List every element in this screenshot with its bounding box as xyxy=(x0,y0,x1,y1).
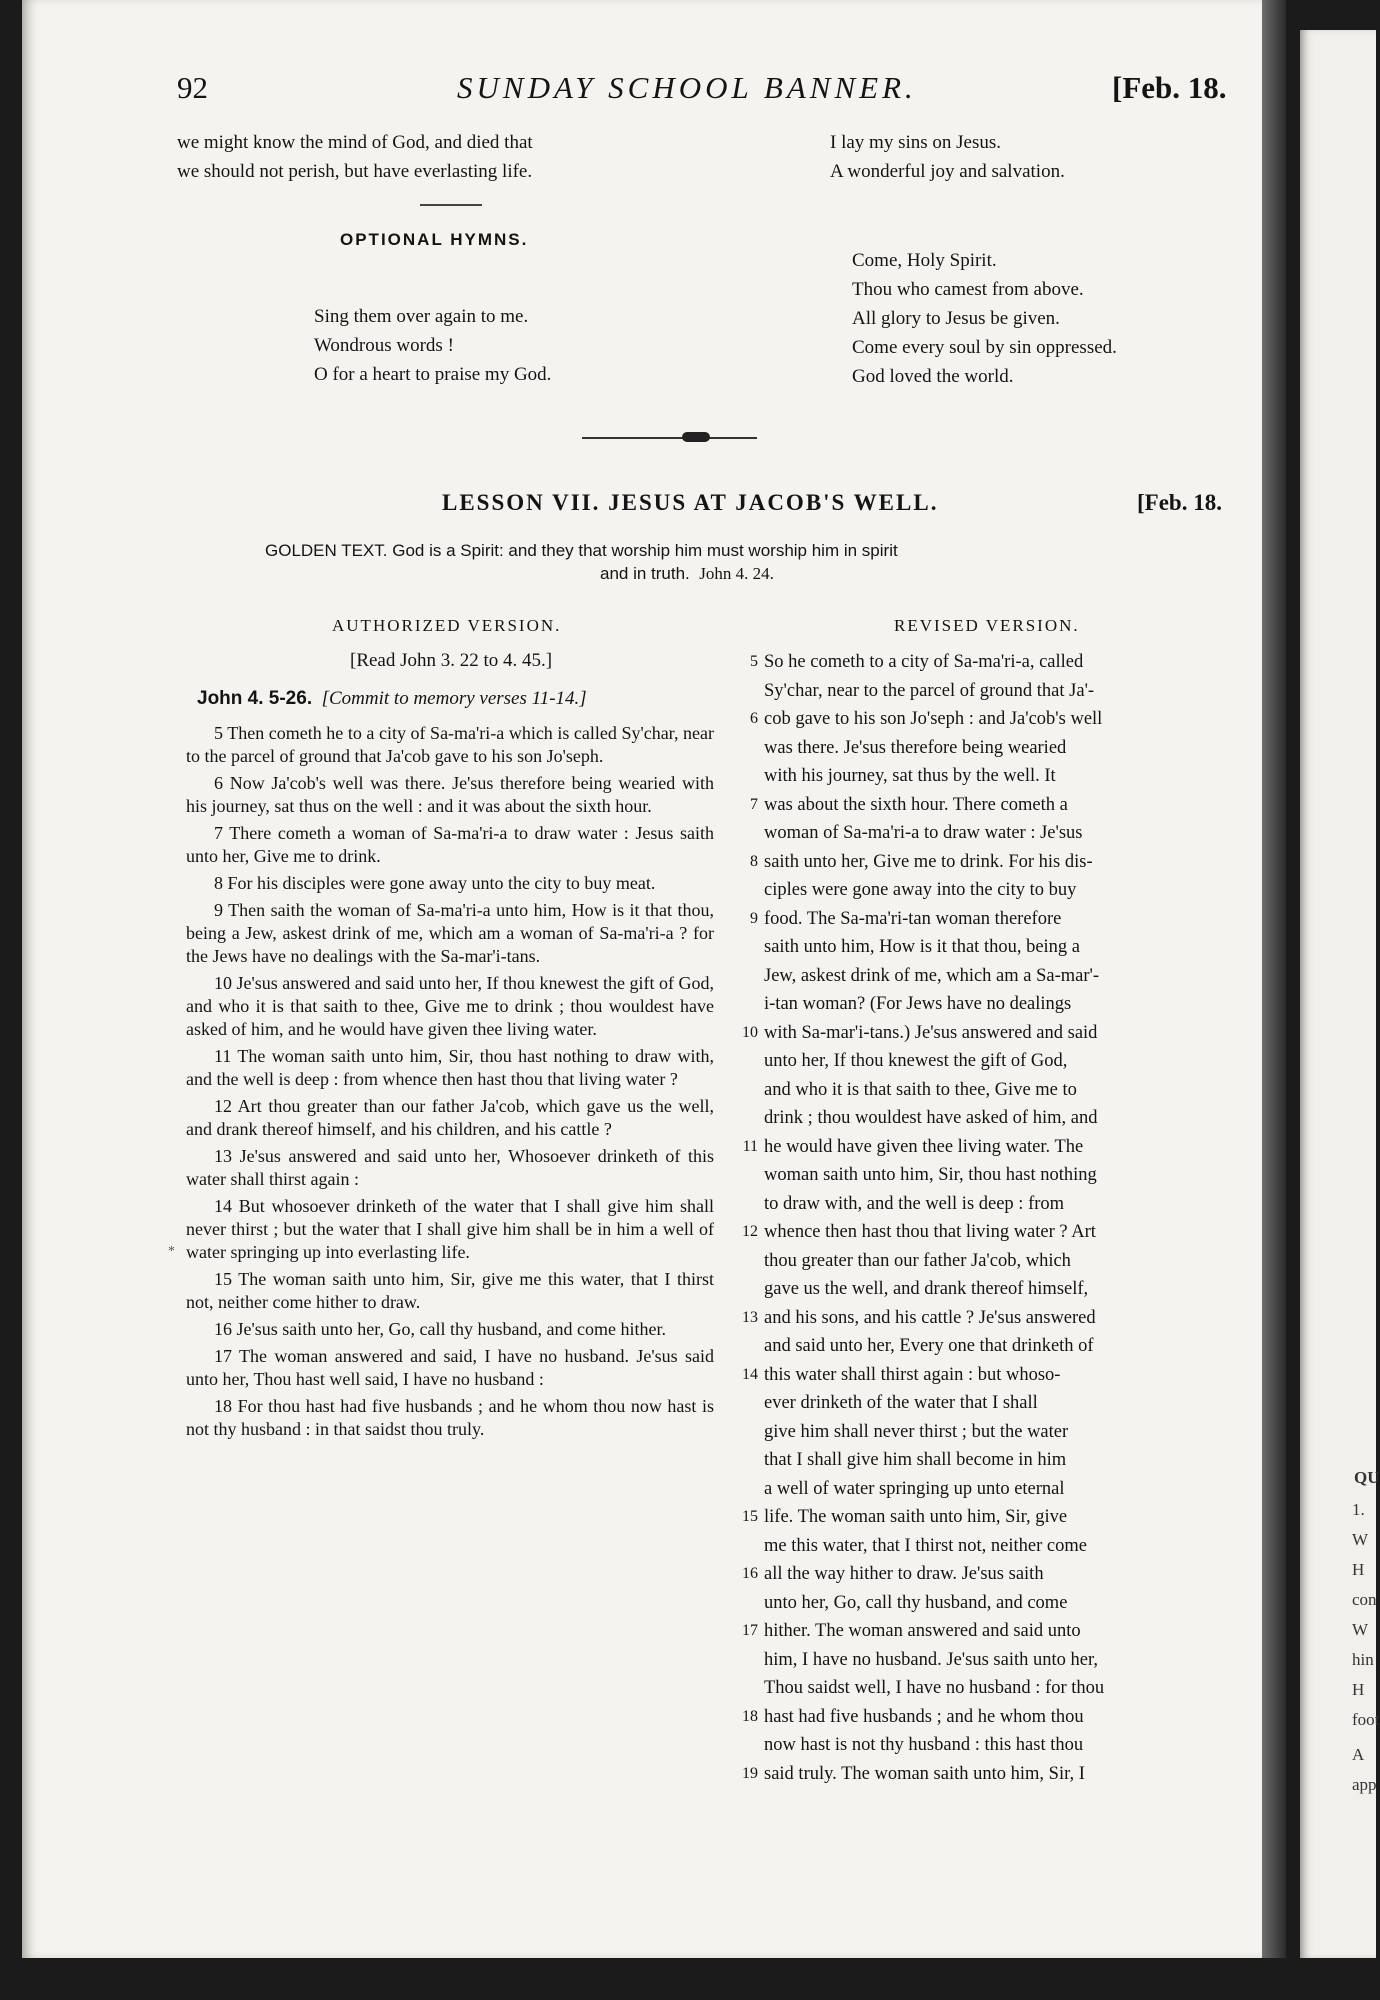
rv-line xyxy=(742,734,1252,763)
rv-line xyxy=(742,1446,1252,1475)
rv-line xyxy=(742,962,1252,991)
rv-line xyxy=(742,933,1252,962)
book-spine xyxy=(1262,0,1286,1958)
rv-line-text: that I shall give him shall become in him xyxy=(764,1450,1067,1470)
rv-line xyxy=(742,876,1252,905)
av-verse: 16 Je'sus saith unto her, Go, call thy husband, and come hither. xyxy=(214,1319,666,1339)
av-verse: 11 The woman saith unto him, Sir, thou hast nothing to draw with, and the well is deep : from whence then hast thou that living water ? xyxy=(186,1046,714,1089)
rv-line-text: give him shall never thirst ; but the water xyxy=(764,1421,1069,1442)
rv-line xyxy=(742,648,1252,677)
rv-verse-number: 14 xyxy=(742,1365,758,1383)
rv-line-text: Jew, askest drink of me, which am a Sa-mar'- xyxy=(764,965,1100,986)
rv-verse-number: 12 xyxy=(742,1223,758,1240)
rv-line-text: a well of water springing up unto eternal xyxy=(764,1478,1065,1499)
rv-line-text: me this water, that I thirst not, neither come xyxy=(764,1535,1087,1556)
rv-line-text: cob gave to his son Jo'seph : and Ja'cob's well xyxy=(764,709,1103,729)
rv-line-text: with Sa-mar'i-tans.) Je'sus answered and said xyxy=(764,1022,1098,1043)
passage-line xyxy=(197,688,587,710)
rv-line xyxy=(742,1332,1252,1361)
next-page-fragment: con xyxy=(1352,1590,1377,1609)
rv-verse-number: 13 xyxy=(742,1308,758,1326)
rv-line-text: and who it is that saith to thee, Give me to xyxy=(764,1079,1077,1100)
rv-line xyxy=(742,1560,1252,1589)
golden-text-ref: John 4. 24. xyxy=(699,564,774,583)
adjacent-page-edge xyxy=(1300,30,1380,1958)
publication-title: SUNDAY SCHOOL BANNER. xyxy=(457,70,917,105)
authorized-version-text xyxy=(186,722,714,1445)
optional-hymns-heading: OPTIONAL HYMNS. xyxy=(340,230,529,249)
rv-verse-number: 15 xyxy=(742,1508,758,1525)
av-verse: 6 Now Ja'cob's well was there. Je'sus therefore being wearied with his journey, sat thus on the well : and it was about the sixth hour. xyxy=(186,773,714,816)
rv-line xyxy=(742,1076,1252,1105)
rv-verse-number: 17 xyxy=(742,1622,758,1639)
rv-verse-number: 19 xyxy=(742,1764,758,1782)
golden-text-line1: GOLDEN TEXT. God is a Spirit: and they that worship him must worship him in spirit xyxy=(265,541,898,560)
rv-line-text: with his journey, sat thus by the well. It xyxy=(764,766,1056,786)
lesson-date: [Feb. 18. xyxy=(1137,490,1222,515)
golden-text-end: and in truth. xyxy=(600,564,690,583)
rv-line xyxy=(742,1674,1252,1703)
rv-line xyxy=(742,1475,1252,1504)
rv-line-text: thou greater than our father Ja'cob, which xyxy=(764,1250,1071,1271)
rv-line xyxy=(742,1047,1252,1076)
ornament-center xyxy=(682,432,710,442)
av-verse: 13 Je'sus answered and said unto her, Whosoever drinketh of this water shall thirst again : xyxy=(186,1146,714,1189)
rv-line-text: woman of Sa-ma'ri-a to draw water : Je'sus xyxy=(764,823,1083,843)
short-divider xyxy=(420,204,482,206)
rv-line xyxy=(742,1019,1252,1048)
rv-line-text: gave us the well, and drank thereof himself, xyxy=(764,1279,1089,1299)
rv-line-text: life. The woman saith unto him, Sir, give xyxy=(764,1507,1068,1527)
next-page-fragment: A xyxy=(1352,1745,1365,1764)
rv-line-text: hast had five husbands ; and he whom thou xyxy=(764,1706,1084,1727)
rv-line-text: i-tan woman? (For Jews have no dealings xyxy=(764,994,1072,1014)
rv-line-text: was there. Je'sus therefore being wearied xyxy=(764,737,1067,758)
hymns-right: Come, Holy Spirit. Thou who camest from above. All glory to Jesus be given. Come every soul by sin oppressed. God loved the world. xyxy=(852,250,1117,387)
rv-line-text: him, I have no husband. Je'sus saith unto her, xyxy=(764,1649,1099,1670)
rv-line-text: drink ; thou wouldest have asked of him, and xyxy=(764,1108,1098,1128)
rv-line-text: hither. The woman answered and said unto xyxy=(764,1621,1081,1641)
memory-instruction: [Commit to memory verses 11-14.] xyxy=(321,688,587,709)
rv-line-text: unto her, If thou knewest the gift of God, xyxy=(764,1051,1068,1071)
rv-verse-number: 7 xyxy=(750,795,758,813)
next-page-fragment: W xyxy=(1352,1620,1369,1639)
rv-line xyxy=(742,791,1252,820)
rv-line-text: whence then hast thou that living water ? Art xyxy=(764,1222,1096,1242)
rv-line xyxy=(742,762,1252,791)
rv-line xyxy=(742,1760,1252,1789)
rv-line-text: woman saith unto him, Sir, thou hast nothing xyxy=(764,1165,1097,1185)
rv-line xyxy=(742,1503,1252,1532)
av-verse: 18 For thou hast had five husbands ; and he whom thou now hast is not thy husband : in that saidst thou truly. xyxy=(186,1396,714,1439)
rv-line-text: now hast is not thy husband : this hast thou xyxy=(764,1735,1084,1755)
rv-line xyxy=(742,1418,1252,1447)
rv-line-text: was about the sixth hour. There cometh a xyxy=(764,794,1068,815)
rv-line xyxy=(742,1104,1252,1133)
rv-line-text: unto her, Go, call thy husband, and come xyxy=(764,1592,1068,1613)
rv-line xyxy=(742,1589,1252,1618)
rv-line xyxy=(742,1731,1252,1760)
rv-line xyxy=(742,848,1252,877)
next-page-fragment: 1. xyxy=(1352,1500,1365,1519)
rv-line-text: food. The Sa-ma'ri-tan woman therefore xyxy=(764,908,1062,929)
rv-line-text: Sy'char, near to the parcel of ground that Ja'- xyxy=(764,680,1095,701)
av-verse: 7 There cometh a woman of Sa-ma'ri-a to draw water : Jesus saith unto her, Give me to drink. xyxy=(186,823,714,866)
av-verse: 9 Then saith the woman of Sa-ma'ri-a unto him, How is it that thou, being a Jew, askest drink of me, which am a woman of Sa-ma'ri-a ? for the Jews have no dealings with the Sa-mar'i-tans. xyxy=(186,900,714,966)
rv-verse-number: 9 xyxy=(750,909,758,927)
next-page-fragment: H xyxy=(1352,1680,1365,1699)
intro-text-left: we might know the mind of God, and died that we should not perish, but have everlasting life. xyxy=(177,132,533,182)
margin-mark: * xyxy=(168,1244,175,1259)
rv-line xyxy=(742,1703,1252,1732)
rv-line-text: So he cometh to a city of Sa-ma'ri-a, called xyxy=(764,652,1084,672)
rv-line xyxy=(742,1190,1252,1219)
rv-verse-number: 5 xyxy=(750,653,758,670)
next-page-fragment: hin xyxy=(1352,1650,1374,1669)
document-page xyxy=(22,0,1262,1958)
ornamental-divider xyxy=(582,437,757,439)
rv-line-text: and said unto her, Every one that drinketh of xyxy=(764,1336,1094,1356)
rv-line xyxy=(742,677,1252,706)
revised-version-text xyxy=(742,648,1252,1788)
next-page-fragment: foot xyxy=(1352,1710,1380,1729)
rv-line xyxy=(742,819,1252,848)
rv-line-text: saith unto her, Give me to drink. For his dis- xyxy=(764,851,1093,872)
intro-text-right: I lay my sins on Jesus. A wonderful joy and salvation. xyxy=(830,132,1065,182)
av-verse: 14 But whosoever drinketh of the water that I shall give him shall never thirst ; but the water that I shall give him shall be in him a well of water springing up into everlasting life. xyxy=(186,1196,714,1262)
rv-verse-number: 11 xyxy=(742,1137,758,1155)
rv-verse-number: 6 xyxy=(750,710,758,727)
authorized-version-heading: AUTHORIZED VERSION. xyxy=(332,616,562,635)
rv-line-text: to draw with, and the well is deep : from xyxy=(764,1193,1065,1214)
rv-line-text: and his sons, and his cattle ? Je'sus answered xyxy=(764,1307,1096,1328)
rv-line-text: ever drinketh of the water that I shall xyxy=(764,1393,1038,1413)
rv-line xyxy=(742,1304,1252,1333)
av-verse: 12 Art thou greater than our father Ja'cob, which gave us the well, and drank thereof himself, and his children, and his cattle ? xyxy=(186,1096,714,1139)
rv-line xyxy=(742,1247,1252,1276)
rv-line xyxy=(742,1133,1252,1162)
av-verse: 8 For his disciples were gone away unto the city to buy meat. xyxy=(214,873,656,893)
rv-line xyxy=(742,1275,1252,1304)
rv-verse-number: 16 xyxy=(742,1565,758,1582)
av-verse: 10 Je'sus answered and said unto her, If thou knewest the gift of God, and who it is that saith to thee, Give me to drink ; thou wouldest have asked of him, and he would have given thee living water. xyxy=(186,973,714,1039)
next-page-fragment: QU xyxy=(1354,1468,1380,1487)
rv-line-text: this water shall thirst again : but whoso- xyxy=(764,1364,1061,1385)
av-verse: 15 The woman saith unto him, Sir, give me this water, that I thirst not, neither come hither to draw. xyxy=(186,1269,714,1312)
rv-line-text: Thou saidst well, I have no husband : for thou xyxy=(764,1678,1105,1698)
next-page-fragment: H xyxy=(1352,1560,1365,1579)
passage-ref: John 4. 5-26. xyxy=(197,688,313,709)
rv-line xyxy=(742,1617,1252,1646)
rv-verse-number: 18 xyxy=(742,1707,758,1725)
rv-line xyxy=(742,705,1252,734)
rv-line-text: ciples were gone away into the city to buy xyxy=(764,880,1077,900)
rv-line-text: said truly. The woman saith unto him, Sir, I xyxy=(764,1763,1085,1784)
rv-verse-number: 10 xyxy=(742,1023,758,1041)
rv-verse-number: 8 xyxy=(750,852,758,870)
rv-line-text: saith unto him, How is it that thou, being a xyxy=(764,937,1081,957)
rv-line xyxy=(742,990,1252,1019)
read-instruction: [Read John 3. 22 to 4. 45.] xyxy=(350,650,553,671)
rv-line-text: he would have given thee living water. The xyxy=(764,1136,1084,1157)
page-number: 92 xyxy=(177,70,208,105)
rv-line xyxy=(742,905,1252,934)
hymns-left: Sing them over again to me. Wondrous words ! O for a heart to praise my God. xyxy=(314,306,552,385)
header-date: [Feb. 18. xyxy=(1112,70,1227,105)
revised-version-heading: REVISED VERSION. xyxy=(894,616,1080,635)
av-verse: 5 Then cometh he to a city of Sa-ma'ri-a which is called Sy'char, near to the parcel of ground that Ja'cob gave to his son Jo'seph. xyxy=(186,723,714,766)
rv-line-text: all the way hither to draw. Je'sus saith xyxy=(764,1564,1044,1584)
rv-line xyxy=(742,1646,1252,1675)
next-page-fragment: W xyxy=(1352,1530,1369,1549)
golden-text-line2 xyxy=(600,564,774,584)
rv-line xyxy=(742,1218,1252,1247)
lesson-title: LESSON VII. JESUS AT JACOB'S WELL. xyxy=(442,490,939,515)
rv-line xyxy=(742,1161,1252,1190)
rv-line xyxy=(742,1532,1252,1561)
rv-line xyxy=(742,1361,1252,1390)
rv-line xyxy=(742,1389,1252,1418)
next-page-fragment: app xyxy=(1352,1775,1377,1794)
av-verse: 17 The woman answered and said, I have no husband. Je'sus said unto her, Thou hast well said, I have no husband : xyxy=(186,1346,714,1389)
